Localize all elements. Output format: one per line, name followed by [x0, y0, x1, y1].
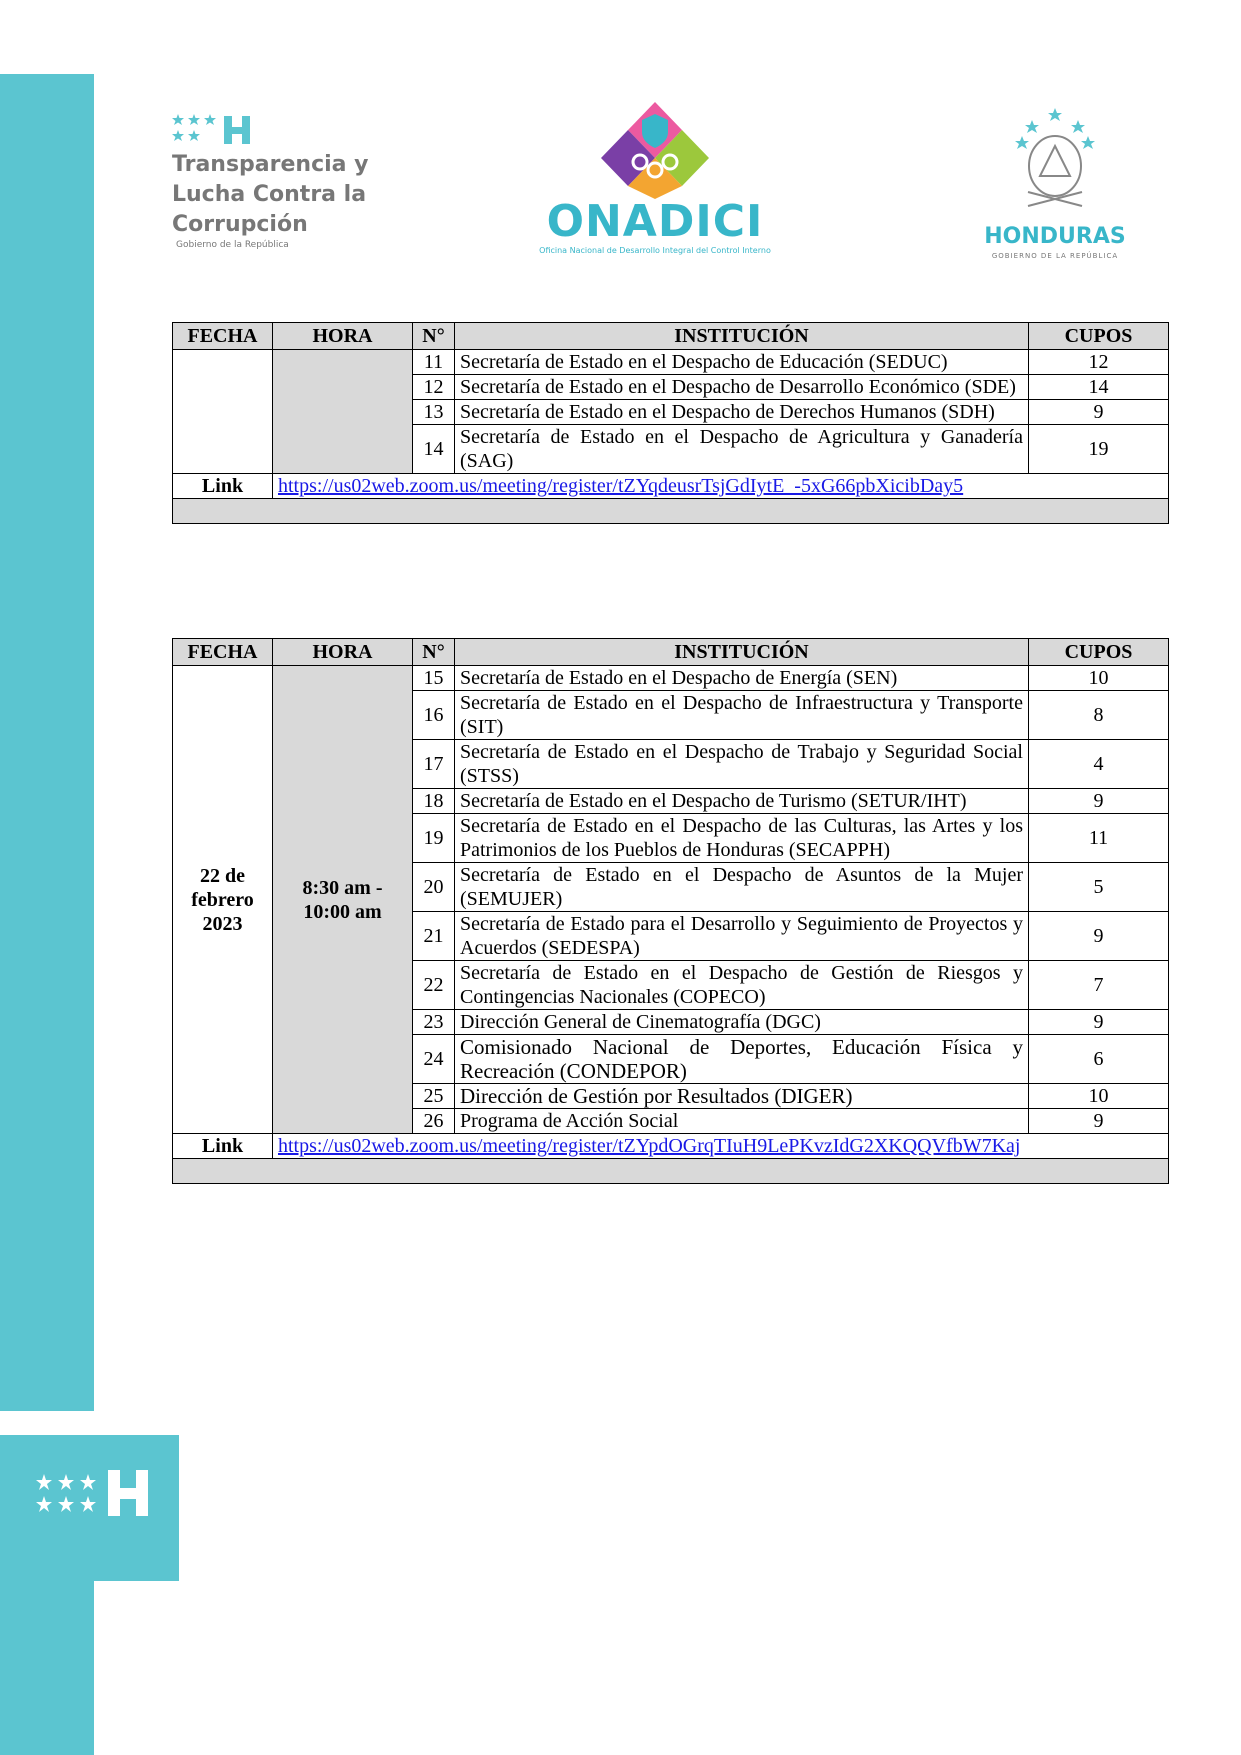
link-row: [173, 474, 1169, 499]
institution-name: Secretaría de Estado en el Despacho de Desarrollo Económico (SDE): [455, 375, 1029, 400]
fecha-line2: febrero: [191, 888, 254, 911]
row-number: 23: [413, 1010, 455, 1035]
institution-name: Programa de Acción Social: [455, 1109, 1029, 1134]
tlc-line3: Corrupción: [172, 212, 308, 237]
row-number: 22: [413, 961, 455, 1010]
row-number: 20: [413, 863, 455, 912]
fecha-cell: [173, 666, 273, 1134]
spacer-row: [173, 499, 1169, 524]
spacer-row: [173, 1159, 1169, 1184]
schedule-table-1: [172, 322, 1169, 524]
cupos-value: 10: [1029, 666, 1169, 691]
institution-name: Secretaría de Estado para el Desarrollo y Seguimiento de Proyectos y Acuerdos (SEDESPA): [455, 912, 1029, 961]
institution-name: Secretaría de Estado en el Despacho de Infraestructura y Transporte (SIT): [455, 691, 1029, 740]
header-cupos: CUPOS: [1029, 323, 1169, 350]
hora-cell: [273, 666, 413, 1134]
header-fecha: FECHA: [173, 323, 273, 350]
header-num: N°: [413, 639, 455, 666]
onadici-logo: [535, 100, 775, 260]
table-header-row: [173, 639, 1169, 666]
row-number: 24: [413, 1035, 455, 1084]
h-star-mini-icon: [172, 112, 262, 148]
honduras-logo: [970, 106, 1140, 266]
header-fecha: FECHA: [173, 639, 273, 666]
institution-name: Comisionado Nacional de Deportes, Educación Física y Recreación (CONDEPOR): [455, 1035, 1029, 1084]
tlc-logo: [170, 112, 410, 262]
cupos-value: 9: [1029, 400, 1169, 425]
row-number: 21: [413, 912, 455, 961]
institution-name: Secretaría de Estado en el Despacho de Educación (SEDUC): [455, 350, 1029, 375]
onadici-name: ONADICI: [546, 196, 764, 247]
row-number: 13: [413, 400, 455, 425]
schedule-table-2: [172, 638, 1169, 1184]
header-cupos: CUPOS: [1029, 639, 1169, 666]
hora-cell: [273, 350, 413, 474]
cupos-value: 7: [1029, 961, 1169, 1010]
institution-name: Dirección General de Cinematografía (DGC): [455, 1010, 1029, 1035]
table-row: [173, 350, 1169, 375]
tlc-sub: Gobierno de la República: [176, 240, 289, 250]
cupos-value: 10: [1029, 1084, 1169, 1109]
onadici-emblem-icon: [600, 100, 710, 200]
row-number: 19: [413, 814, 455, 863]
row-number: 11: [413, 350, 455, 375]
cupos-value: 9: [1029, 1010, 1169, 1035]
institution-name: Secretaría de Estado en el Despacho de las Culturas, las Artes y los Patrimonios de los Pueblos de Honduras (SECAPPH): [455, 814, 1029, 863]
cupos-value: 4: [1029, 740, 1169, 789]
link-row: [173, 1134, 1169, 1159]
spacer-cell: [173, 499, 1169, 524]
cupos-value: 9: [1029, 789, 1169, 814]
header-hora: HORA: [273, 323, 413, 350]
header-institucion: INSTITUCIÓN: [455, 323, 1029, 350]
fecha-cell: [173, 350, 273, 474]
honduras-name: HONDURAS: [984, 224, 1126, 249]
header-institucion: INSTITUCIÓN: [455, 639, 1029, 666]
hora-line2: 10:00 am: [303, 900, 382, 923]
row-number: 25: [413, 1084, 455, 1109]
header-hora: HORA: [273, 639, 413, 666]
cupos-value: 8: [1029, 691, 1169, 740]
h-star-logo-icon: [36, 1460, 166, 1540]
fecha-line3: 2023: [202, 912, 243, 935]
link-cell: [273, 474, 1169, 499]
link-cell: [273, 1134, 1169, 1159]
row-number: 18: [413, 789, 455, 814]
spacer-cell: [173, 1159, 1169, 1184]
row-number: 16: [413, 691, 455, 740]
table-header-row: [173, 323, 1169, 350]
hora-line1: 8:30 am -: [302, 876, 383, 899]
zoom-register-link[interactable]: https://us02web.zoom.us/meeting/register/tZYqdeusrTsjGdIytE_-5xG66pbXicibDay5: [278, 475, 964, 497]
row-number: 26: [413, 1109, 455, 1134]
cupos-value: 6: [1029, 1035, 1169, 1084]
table-row: [173, 666, 1169, 691]
cupos-value: 5: [1029, 863, 1169, 912]
row-number: 14: [413, 425, 455, 474]
institution-name: Secretaría de Estado en el Despacho de Trabajo y Seguridad Social (STSS): [455, 740, 1029, 789]
header-num: N°: [413, 323, 455, 350]
cupos-value: 19: [1029, 425, 1169, 474]
cupos-value: 9: [1029, 1109, 1169, 1134]
link-label: Link: [173, 1134, 273, 1159]
row-number: 17: [413, 740, 455, 789]
cupos-value: 12: [1029, 350, 1169, 375]
zoom-register-link[interactable]: https://us02web.zoom.us/meeting/register/tZYpdOGrqTIuH9LePKvzIdG2XKQQVfbW7Kaj: [278, 1135, 1021, 1157]
institution-name: Secretaría de Estado en el Despacho de Asuntos de la Mujer (SEMUJER): [455, 863, 1029, 912]
institution-name: Dirección de Gestión por Resultados (DIGER): [455, 1084, 1029, 1109]
link-label: Link: [173, 474, 273, 499]
cupos-value: 9: [1029, 912, 1169, 961]
side-gap: [0, 1411, 94, 1435]
cupos-value: 11: [1029, 814, 1169, 863]
institution-name: Secretaría de Estado en el Despacho de Gestión de Riesgos y Contingencias Nacionales (COPECO): [455, 961, 1029, 1010]
coat-of-arms-icon: [1010, 106, 1100, 216]
tlc-line1: Transparencia y: [172, 152, 369, 177]
institution-name: Secretaría de Estado en el Despacho de Agricultura y Ganadería (SAG): [455, 425, 1029, 474]
cupos-value: 14: [1029, 375, 1169, 400]
institution-name: Secretaría de Estado en el Despacho de Turismo (SETUR/IHT): [455, 789, 1029, 814]
institution-name: Secretaría de Estado en el Despacho de Energía (SEN): [455, 666, 1029, 691]
row-number: 12: [413, 375, 455, 400]
tlc-line2: Lucha Contra la: [172, 182, 367, 207]
fecha-line1: 22 de: [200, 864, 245, 887]
honduras-sub: GOBIERNO DE LA REPÚBLICA: [991, 252, 1119, 260]
row-number: 15: [413, 666, 455, 691]
institution-name: Secretaría de Estado en el Despacho de Derechos Humanos (SDH): [455, 400, 1029, 425]
onadici-sub: Oficina Nacional de Desarrollo Integral del Control Interno: [539, 246, 771, 255]
